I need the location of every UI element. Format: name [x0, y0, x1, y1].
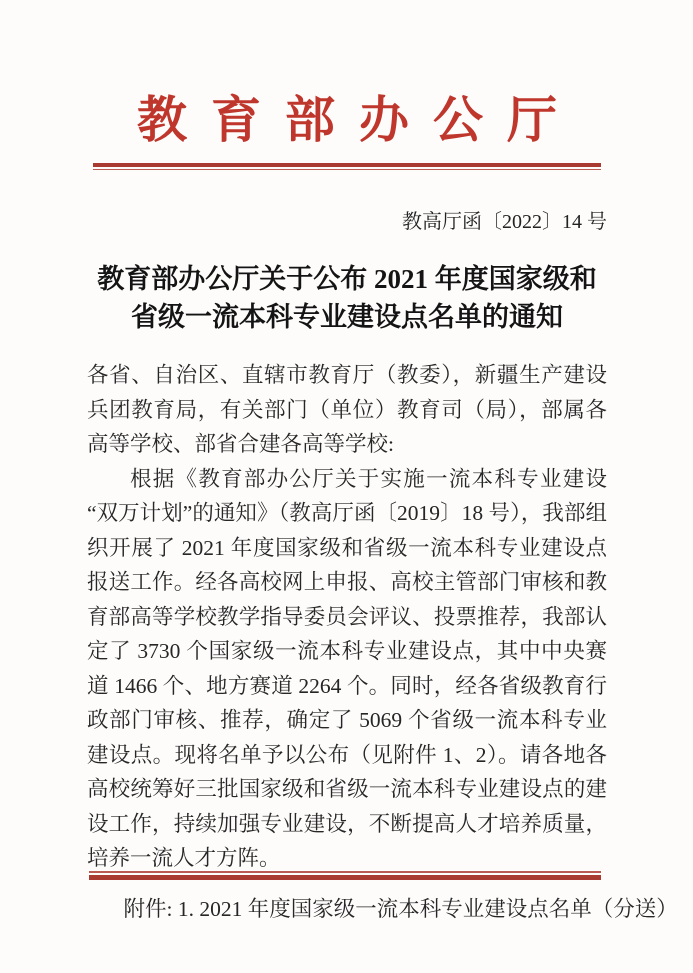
document-content — [0, 92, 693, 926]
header-rule-thin-line — [93, 169, 601, 170]
attachment-line: 附件: 1. 2021 年度国家级一流本科专业建设点名单（分送） — [123, 896, 678, 921]
header-double-rule — [93, 163, 601, 170]
notice-title — [87, 260, 607, 336]
addressees-paragraph: 各省、自治区、直辖市教育厅（教委），新疆生产建设兵团教育局，有关部门（单位）教育司（局），部属各高等学校、部省合建各高等学校: — [87, 363, 607, 456]
document-reference-number: 教高厅函〔2022〕14 号 — [402, 211, 607, 233]
main-body-paragraph: 根据《教育部办公厅关于实施一流本科专业建设“双万计划”的通知》（教高厅函〔2019〕18 号），我部组织开展了 2021 年度国家级和省级一流本科专业建设点报送工作。经各高校网上申报、高校主管部门审核和教育部高等学校教学指导委员会评议、投票推荐，我部认定了 3730 个国家级一流本科专业建设点，其中中央赛道 1466 个、地方赛道 2264 个。同时，经各省级教育行政部门审核、推荐，确定了 5069 个省级一流本科专业建设点。现将名单予以公布（见附件 1、2）。请各地各高校统筹好三批国家级和省级一流本科专业建设点的建设工作，持续加强专业建设，不断提高人才培养质量，培养一流人才方阵。 — [87, 466, 607, 870]
notice-body — [87, 358, 607, 876]
notice-title-line-1: 教育部办公厅关于公布 2021 年度国家级和 — [97, 264, 597, 294]
footer-rule-thick-line — [89, 875, 601, 880]
footer-double-rule — [89, 871, 601, 880]
letterhead-title: 教育部办公厅 — [137, 92, 581, 148]
notice-title-line-2: 省级一流本科专业建设点名单的通知 — [131, 302, 563, 332]
